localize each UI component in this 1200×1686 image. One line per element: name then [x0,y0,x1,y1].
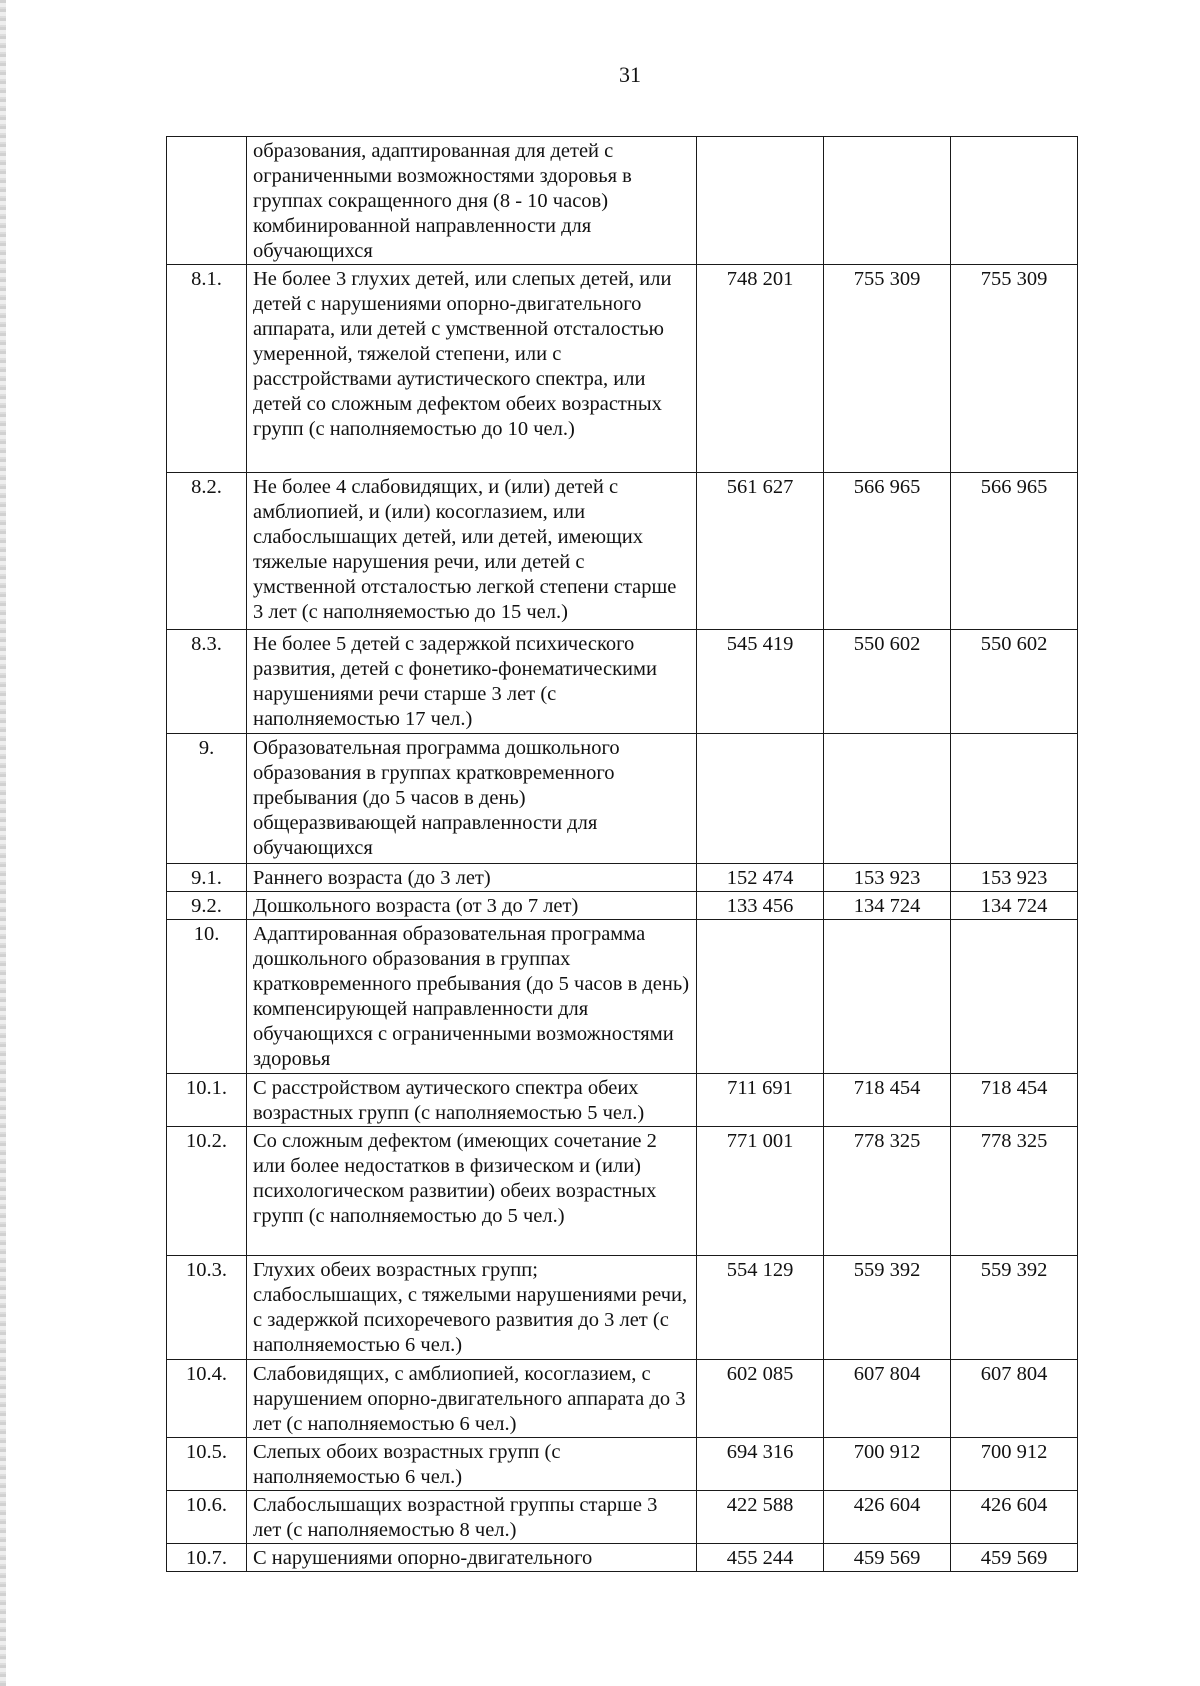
value-cell-2 [824,734,951,864]
table-row [167,892,1078,920]
table-row [167,265,1078,473]
value-cell-1: 561 627 [697,473,824,630]
table-row [167,920,1078,1074]
table-row [167,1127,1078,1256]
value-cell-3 [951,920,1078,1074]
table-row [167,1360,1078,1438]
row-number-cell: 8.2. [167,473,247,630]
value-cell-2 [824,137,951,265]
value-cell-3: 718 454 [951,1074,1078,1127]
value-cell-2 [824,920,951,1074]
value-cell-2: 426 604 [824,1491,951,1544]
value-cell-1: 748 201 [697,265,824,473]
row-name-cell: Раннего возраста (до 3 лет) [247,864,697,892]
table-row [167,1544,1078,1572]
value-cell-1: 455 244 [697,1544,824,1572]
value-cell-2: 607 804 [824,1360,951,1438]
value-cell-2: 550 602 [824,630,951,734]
row-number-cell: 10. [167,920,247,1074]
row-name-cell: Не более 5 детей с задержкой психического развития, детей с фонетико-фонематическими нарушениями речи старше 3 лет (с наполняемостью 17 чел.) [247,630,697,734]
value-cell-1 [697,920,824,1074]
value-cell-3: 134 724 [951,892,1078,920]
table-row [167,864,1078,892]
table-row [167,1438,1078,1491]
row-number-cell: 10.4. [167,1360,247,1438]
value-cell-1: 771 001 [697,1127,824,1256]
row-number-cell: 10.3. [167,1256,247,1360]
value-cell-3: 153 923 [951,864,1078,892]
value-cell-1: 133 456 [697,892,824,920]
value-cell-3 [951,137,1078,265]
table-row [167,734,1078,864]
value-cell-3: 566 965 [951,473,1078,630]
row-number-cell: 10.2. [167,1127,247,1256]
table-row [167,473,1078,630]
row-number-cell: 10.5. [167,1438,247,1491]
table-row [167,1074,1078,1127]
row-name-cell: С нарушениями опорно-двигательного [247,1544,697,1572]
scan-edge [0,0,6,1686]
value-cell-2: 778 325 [824,1127,951,1256]
tariff-table [166,136,1078,1572]
value-cell-3: 550 602 [951,630,1078,734]
value-cell-2: 700 912 [824,1438,951,1491]
table-row [167,137,1078,265]
value-cell-3: 607 804 [951,1360,1078,1438]
value-cell-1: 711 691 [697,1074,824,1127]
table-row [167,1491,1078,1544]
table-row [167,630,1078,734]
value-cell-3: 778 325 [951,1127,1078,1256]
value-cell-2: 718 454 [824,1074,951,1127]
row-name-cell: Адаптированная образовательная программа дошкольного образования в группах кратковременного пребывания (до 5 часов в день) компенсирующей направленности для обучающихся с ограниченными возможностями здоровья [247,920,697,1074]
value-cell-1: 694 316 [697,1438,824,1491]
value-cell-1: 545 419 [697,630,824,734]
table-row [167,1256,1078,1360]
value-cell-2: 566 965 [824,473,951,630]
value-cell-3: 426 604 [951,1491,1078,1544]
value-cell-1: 602 085 [697,1360,824,1438]
value-cell-1: 554 129 [697,1256,824,1360]
row-name-cell: Слабовидящих, с амблиопией, косоглазием, с нарушением опорно-двигательного аппарата до 3 лет (с наполняемостью 6 чел.) [247,1360,697,1438]
table-body [167,137,1078,1572]
value-cell-2: 559 392 [824,1256,951,1360]
row-number-cell: 9. [167,734,247,864]
row-name-cell: С расстройством аутического спектра обеих возрастных групп (с наполняемостью 5 чел.) [247,1074,697,1127]
row-number-cell: 10.6. [167,1491,247,1544]
row-number-cell: 9.2. [167,892,247,920]
value-cell-2: 153 923 [824,864,951,892]
value-cell-2: 134 724 [824,892,951,920]
row-number-cell: 10.7. [167,1544,247,1572]
row-number-cell: 10.1. [167,1074,247,1127]
row-name-cell: Слепых обоих возрастных групп (с наполняемостью 6 чел.) [247,1438,697,1491]
row-name-cell: Глухих обеих возрастных групп; слабослышащих, с тяжелыми нарушениями речи, с задержкой психоречевого развития до 3 лет (с наполняемостью 6 чел.) [247,1256,697,1360]
page-number: 31 [619,62,641,87]
value-cell-3 [951,734,1078,864]
value-cell-1: 152 474 [697,864,824,892]
row-name-cell: Не более 4 слабовидящих, и (или) детей с амблиопией, и (или) косоглазием, или слабослышащих детей, или детей, имеющих тяжелые нарушения речи, или детей с умственной отсталостью легкой степени старше 3 лет (с наполняемостью до 15 чел.) [247,473,697,630]
row-name-cell: Слабослышащих возрастной группы старше 3 лет (с наполняемостью 8 чел.) [247,1491,697,1544]
value-cell-1 [697,734,824,864]
row-name-cell: Образовательная программа дошкольного образования в группах кратковременного пребывания (до 5 часов в день) общеразвивающей направленности для обучающихся [247,734,697,864]
row-name-cell: Со сложным дефектом (имеющих сочетание 2 или более недостатков в физическом и (или) психологическом развитии) обеих возрастных групп (с наполняемостью до 5 чел.) [247,1127,697,1256]
value-cell-1 [697,137,824,265]
row-number-cell: 9.1. [167,864,247,892]
value-cell-3: 700 912 [951,1438,1078,1491]
row-name-cell: Дошкольного возраста (от 3 до 7 лет) [247,892,697,920]
value-cell-3: 559 392 [951,1256,1078,1360]
value-cell-2: 755 309 [824,265,951,473]
value-cell-2: 459 569 [824,1544,951,1572]
value-cell-1: 422 588 [697,1491,824,1544]
row-number-cell: 8.3. [167,630,247,734]
row-number-cell: 8.1. [167,265,247,473]
row-number-cell [167,137,247,265]
row-name-cell: образования, адаптированная для детей с ограниченными возможностями здоровья в группах сокращенного дня (8 - 10 часов) комбинированной направленности для обучающихся [247,137,697,265]
value-cell-3: 459 569 [951,1544,1078,1572]
row-name-cell: Не более 3 глухих детей, или слепых детей, или детей с нарушениями опорно-двигательного аппарата, или детей с умственной отсталостью умеренной, тяжелой степени, или с расстройствами аутистического спектра, или детей со сложным дефектом обеих возрастных групп (с наполняемостью до 10 чел.) [247,265,697,473]
value-cell-3: 755 309 [951,265,1078,473]
